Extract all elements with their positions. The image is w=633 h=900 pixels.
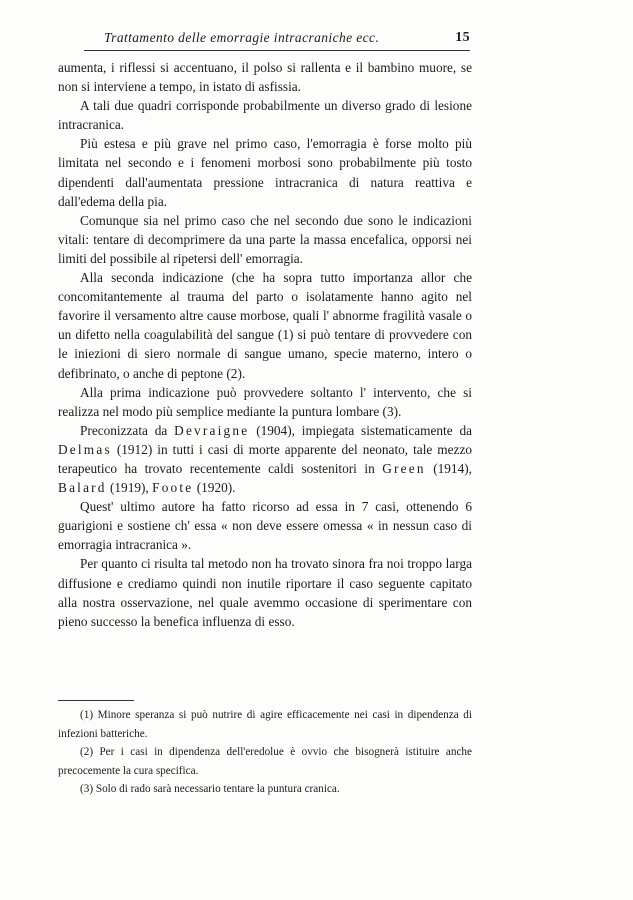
author-name: Devraigne <box>174 422 250 438</box>
paragraph: Più estesa e più grave nel primo caso, l'emorragia è forse molto più limitata nel secondo e i fenomeni morbosi sono probabilmente più tosto dipendenti dall'aumentata pressione intracranica di natura reattiva e dall'edema della pia. <box>58 136 472 209</box>
author-name: Balard <box>58 480 107 496</box>
paragraph: Quest' ultimo autore ha fatto ricorso ad essa in 7 casi, ottenendo 6 guarigioni e sostiene ch' essa « non deve essere omessa « in nessun caso di emorragia intracranica ». <box>58 499 472 553</box>
author-name: Delmas <box>58 441 112 457</box>
paragraph: Comunque sia nel primo caso che nel secondo due sono le indicazioni vitali: tentare di decomprimere da una parte la massa encefalica, opporsi nei limiti del possibile al ripetersi dell' emorragia. <box>58 212 472 266</box>
paragraph: aumenta, i riflessi si accentuano, il polso si rallenta e il bambino muore, se non si interviene a tempo, in istato di asfissia. <box>58 60 472 95</box>
paragraph: Alla seconda indicazione (che ha sopra tutto importanza allor che concomitantemente al trauma del parto o isolatamente hanno agito nel favorire il versamento altre cause morbose, quali l' abnorme fragilità vasale o un difetto nella coagulabilità del sangue (1) si può tentare di provvedere con le iniezioni di siero normale di sangue umano, specie materno, intero o defibrinato, o anche di peptone (2). <box>58 270 472 381</box>
footnote: (2) Per i casi in dipendenza dell'eredolue è ovvio che bisognerà istituire anche precocemente la cura specifica. <box>58 746 472 777</box>
footnote: (1) Minore speranza si può nutrire di agire efficacemente nei casi in dipendenza di infezioni batteriche. <box>58 709 472 740</box>
text-run: (1920). <box>196 480 236 496</box>
paragraph: A tali due quadri corrisponde probabilmente un diverso grado di lesione intracranica. <box>58 98 472 133</box>
header-rule <box>84 50 470 51</box>
paragraph-citations <box>58 421 472 497</box>
footnotes <box>58 706 472 799</box>
text-run: (1904), impiegata sistematicamente da <box>256 422 473 438</box>
text-run: (1919), <box>109 480 149 496</box>
text-run: Preconizzata da <box>80 422 168 438</box>
footnote-rule <box>58 700 134 701</box>
paragraph: Per quanto ci risulta tal metodo non ha trovato sinora fra noi troppo larga diffusione e crediamo quindi non inutile riportare il caso seguente capitato alla nostra osservazione, nel quale avemmo occasione di sperimentare con pieno successo la benefica influenza di esso. <box>58 556 472 629</box>
page-number: 15 <box>455 30 470 45</box>
text-run: (1914), <box>433 460 472 476</box>
running-title: Trattamento delle emorragie intracraniche ecc. <box>104 30 380 45</box>
text-run: (1912) in tutti i casi di morte apparente del neonato, tale mezzo terapeutico ha trovato recentemente caldi sostenitori in <box>58 441 472 476</box>
author-name: Green <box>382 460 426 476</box>
running-header <box>84 30 470 50</box>
author-name: Foote <box>152 480 194 496</box>
footnote: (3) Solo di rado sarà necessario tentare la puntura cranica. <box>80 783 340 796</box>
paragraph: Alla prima indicazione può provvedere soltanto l' intervento, che si realizza nel modo più semplice mediante la puntura lombare (3). <box>58 384 472 419</box>
body-text <box>58 58 472 631</box>
